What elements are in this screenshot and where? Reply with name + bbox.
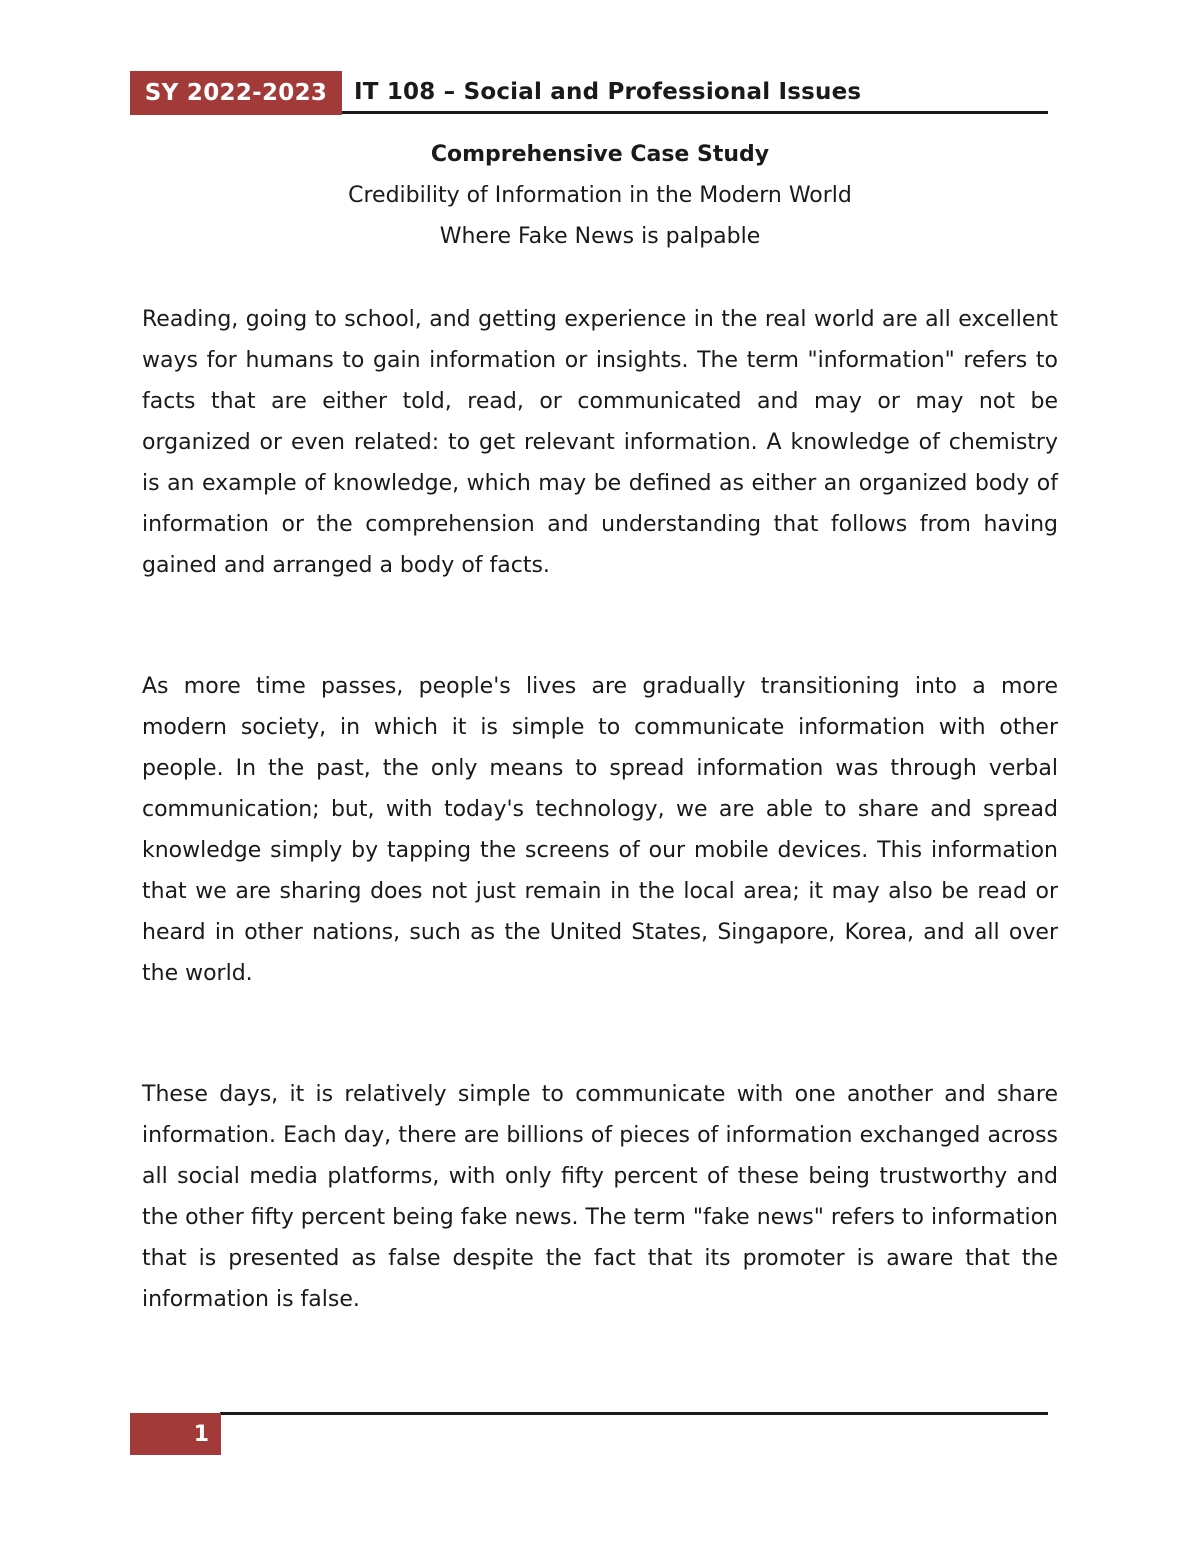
document-subtitle-secondary: Where Fake News is palpable bbox=[439, 224, 761, 249]
body-paragraph: As more time passes, people's lives are gradually transitioning into a more modern society, in which it is simple to communicate information with other people. In the past, the only means to spread information was through verbal communication; but, with today's technology, we are able to share and spread knowledge simply by tapping the screens of our mobile devices. This information that we are sharing does not just remain in the local area; it may also be read or heard in other nations, such as the United States, Singapore, Korea, and all over the world. bbox=[142, 674, 1058, 986]
page-header bbox=[130, 71, 1048, 115]
header-divider bbox=[342, 111, 1048, 114]
school-year-badge: SY 2022-2023 bbox=[130, 71, 342, 115]
title-block bbox=[142, 134, 1058, 257]
body-paragraph: Reading, going to school, and getting experience in the real world are all excellent ways for humans to gain information or insights. The term "information" refers to facts that are either told, read, or communicated and may or may not be organized or even related: to get relevant information. A knowledge of chemistry is an example of knowledge, which may be defined as either an organized body of information or the comprehension and understanding that follows from having gained and arranged a body of facts. bbox=[142, 307, 1058, 578]
document-subtitle: Credibility of Information in the Modern World bbox=[348, 183, 852, 208]
footer-divider bbox=[220, 1412, 1048, 1415]
course-title: IT 108 – Social and Professional Issues bbox=[354, 79, 862, 105]
body-paragraph: These days, it is relatively simple to communicate with one another and share information. Each day, there are billions of pieces of information exchanged across all social media platforms, with only fifty percent of these being trustworthy and the other fifty percent being fake news. The term "fake news" refers to information that is presented as false despite the fact that its promoter is aware that the information is false. bbox=[142, 1082, 1058, 1312]
page-number-badge bbox=[130, 1413, 221, 1455]
document-heading: Comprehensive Case Study bbox=[430, 142, 770, 167]
page-number: 1 bbox=[193, 1422, 209, 1447]
